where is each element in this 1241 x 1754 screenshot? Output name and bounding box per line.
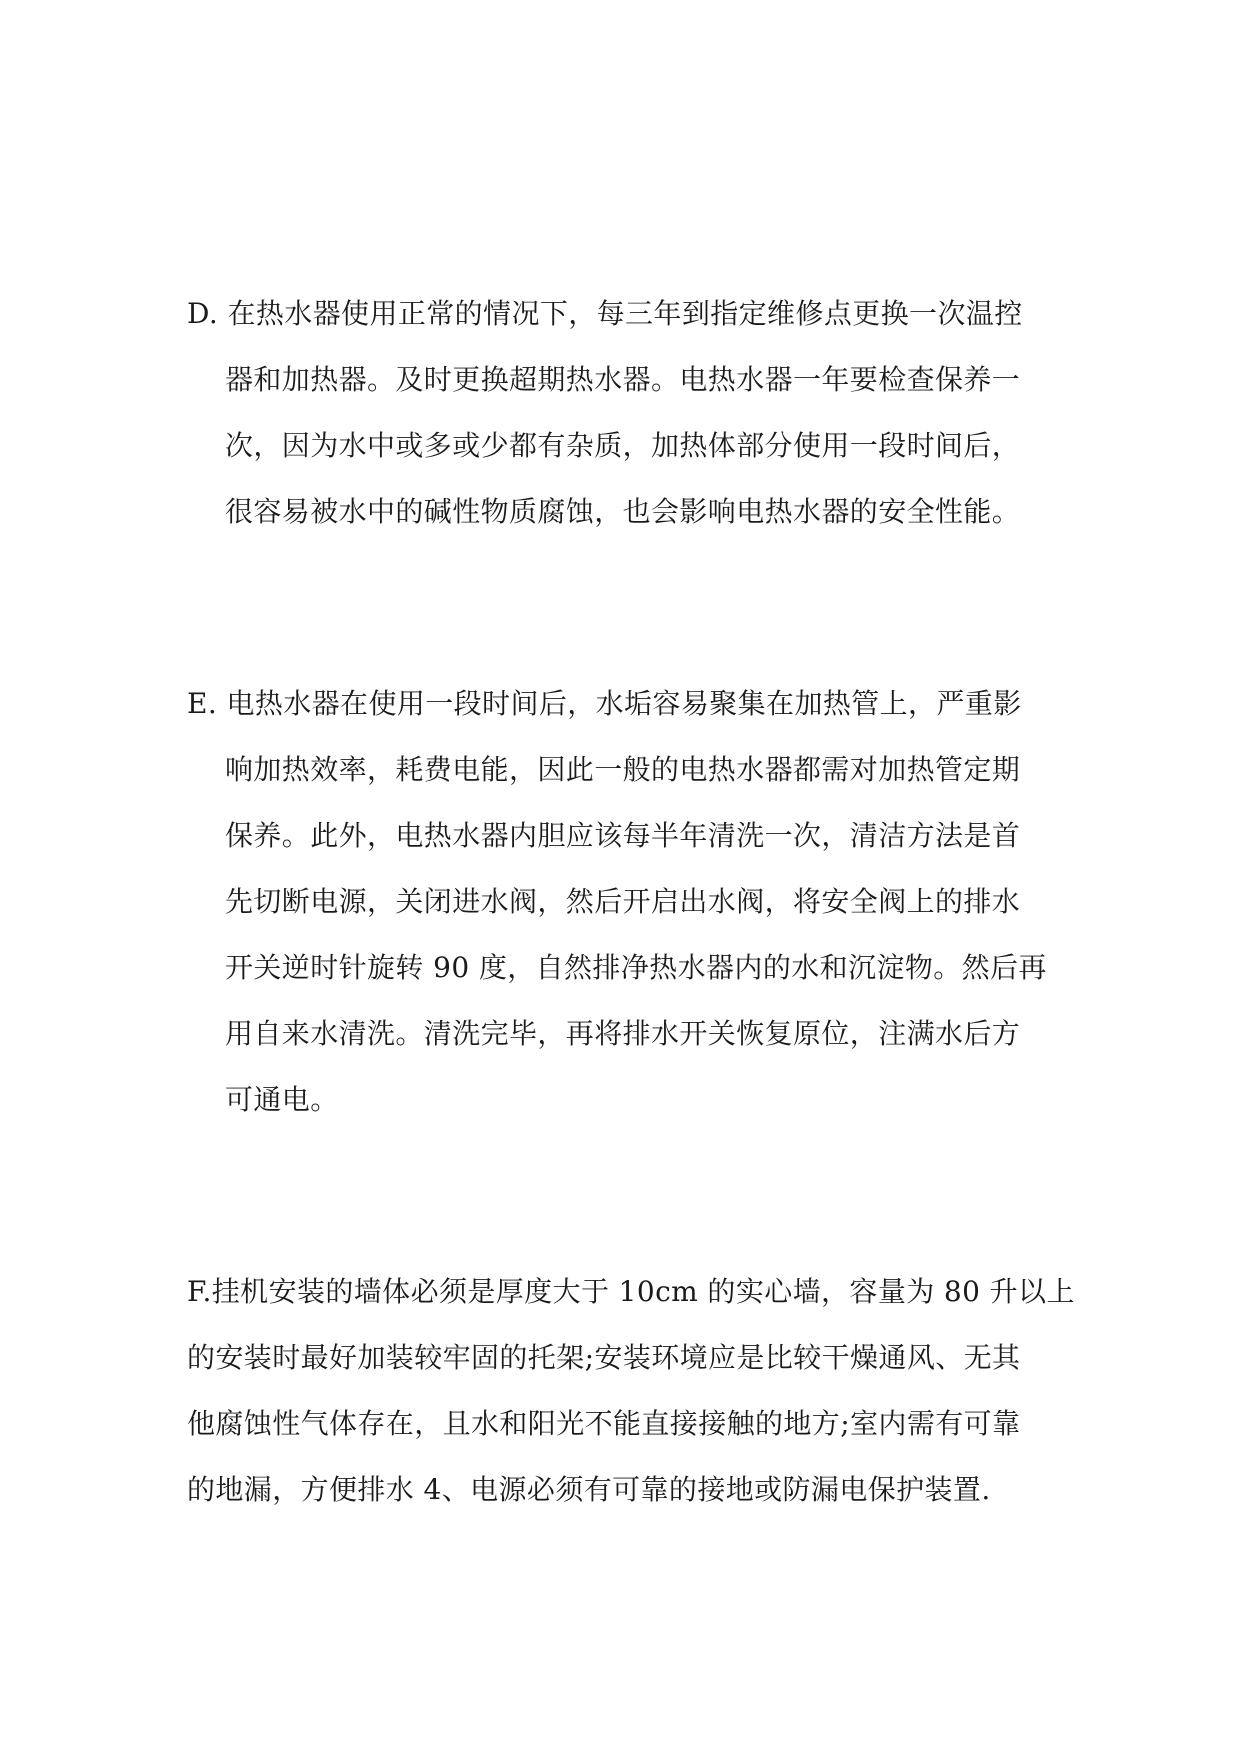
- paragraph-e-line-3: 保养。此外，电热水器内胆应该每半年清洗一次，清洁方法是首: [225, 819, 1021, 852]
- paragraph-f-line-1: F.挂机安装的墙体必须是厚度大于 10cm 的实心墙，容量为 80 升以上: [187, 1275, 1075, 1308]
- paragraph-e-line-5: 开关逆时针旋转 90 度，自然排净热水器内的水和沉淀物。然后再: [225, 951, 1047, 984]
- paragraph-e-line-2: 响加热效率，耗费电能，因此一般的电热水器都需对加热管定期: [225, 753, 1021, 786]
- paragraph-e-line-1: E. 电热水器在使用一段时间后，水垢容易聚集在加热管上，严重影: [187, 687, 1022, 720]
- paragraph-f-line-3: 他腐蚀性气体存在，且水和阳光不能直接接触的地方;室内需有可靠: [187, 1407, 1021, 1440]
- paragraph-e-line-4: 先切断电源，关闭进水阀，然后开启出水阀，将安全阀上的排水: [225, 885, 1021, 918]
- paragraph-e-line-6: 用自来水清洗。清洗完毕，再将排水开关恢复原位，注满水后方: [225, 1017, 1021, 1050]
- paragraph-d-line-2: 器和加热器。及时更换超期热水器。电热水器一年要检查保养一: [225, 363, 1021, 396]
- paragraph-f-line-4: 的地漏，方便排水 4、电源必须有可靠的接地或防漏电保护装置.: [187, 1473, 991, 1506]
- paragraph-e-line-7: 可通电。: [225, 1083, 339, 1116]
- paragraph-d-line-1: D. 在热水器使用正常的情况下，每三年到指定维修点更换一次温控: [187, 297, 1023, 330]
- paragraph-d-line-4: 很容易被水中的碱性物质腐蚀，也会影响电热水器的安全性能。: [225, 495, 1021, 528]
- paragraph-f-line-2: 的安装时最好加装较牢固的托架;安装环境应是比较干燥通风、无其: [187, 1341, 1021, 1374]
- paragraph-d-line-3: 次，因为水中或多或少都有杂质，加热体部分使用一段时间后，: [225, 429, 1021, 462]
